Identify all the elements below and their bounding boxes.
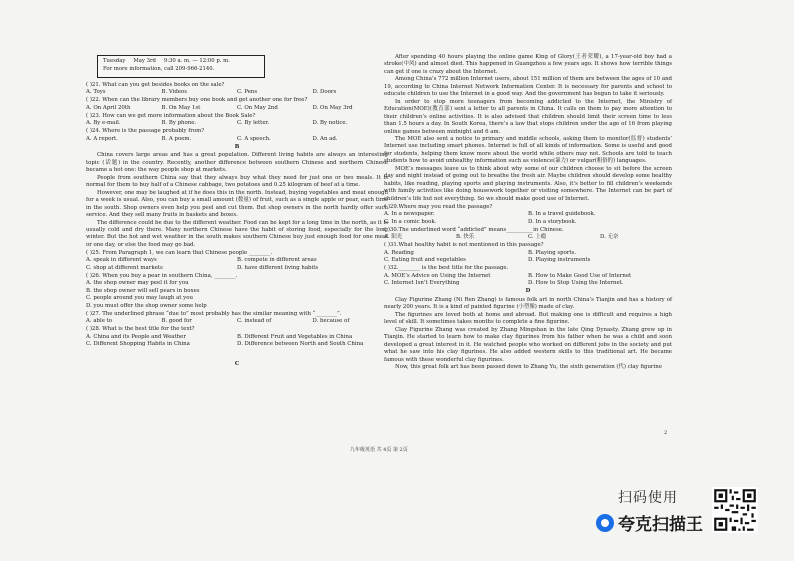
- passage-paragraph: In order to stop more teenagers from becoming addicted to the Internet, the Ministry of Education(MOE)(教育部) sent a letter to all parents in China. It calls on them to pay more attention to their children’s online activities. It is also advised that children should limit their screen time to less than 1.5 hours a day. In South Korea, there’s a law that stops children under the age of 16 from playing online games between midnight and 6 am.: [384, 98, 672, 135]
- answer-option[interactable]: D. you must offer the shop owner some help: [86, 302, 207, 309]
- passage-paragraph: The figurines are loved both at home and abroad. But making one is difficult and requires a high level of skill. It sometimes takes months to complete a fine figurine.: [384, 311, 672, 326]
- answer-option[interactable]: C. A speech.: [237, 135, 271, 142]
- answer-option[interactable]: B. Different Fruit and Vegetables in China: [237, 333, 353, 340]
- answer-option[interactable]: B. Playing sports.: [528, 249, 577, 256]
- answer-option[interactable]: D. Playing instruments: [528, 257, 591, 264]
- answer-option[interactable]: C. Internet Isn’t Everything: [384, 279, 460, 286]
- answer-options: [384, 250, 672, 265]
- question-stem: ( )21. What can you get besides books on the sale?: [86, 81, 225, 88]
- notice-day: Tuesday: [103, 58, 126, 64]
- question: [86, 82, 388, 97]
- answer-option[interactable]: C. On May 2nd: [237, 104, 278, 111]
- answer-option[interactable]: D. Difference between North and South China: [237, 341, 364, 348]
- answer-options: [86, 89, 388, 96]
- question: [86, 113, 388, 128]
- question-stem: ( )24. Where is the passage probably from?: [86, 128, 205, 135]
- question: [86, 97, 388, 112]
- question-stem: ( )31.What healthy habit is not mentioned in this passage?: [384, 242, 544, 249]
- answer-option[interactable]: D. How to Stop Using the Internet.: [528, 279, 624, 286]
- answer-options: [86, 280, 388, 310]
- answer-option[interactable]: B. 快乐: [456, 234, 475, 241]
- answer-option[interactable]: C. instead of: [237, 318, 272, 325]
- answer-option[interactable]: C. Different Shopping Habits in China: [86, 341, 190, 348]
- answer-option[interactable]: A. Toys: [86, 89, 106, 96]
- answer-option[interactable]: C. people around you may laugh at you: [86, 295, 193, 302]
- passage-paragraph: Now, this great folk art has been passed down to Zhang Yu, the sixth generation (代) clay figurine: [395, 363, 662, 370]
- right-column: [384, 54, 672, 371]
- answer-option[interactable]: B. good for: [161, 318, 192, 325]
- section-d-heading: D: [525, 288, 531, 295]
- page-footer: 九年级英语 共 4页 第 2页: [350, 447, 408, 453]
- answer-option[interactable]: D. On May 3rd: [312, 104, 353, 111]
- passage-d: [384, 297, 672, 372]
- section-b-heading: B: [234, 144, 240, 150]
- answer-option[interactable]: B. How to Make Good Use of Internet: [528, 272, 632, 279]
- answer-options: [86, 105, 388, 112]
- answer-option[interactable]: D. have different living habits: [237, 264, 319, 271]
- answer-option[interactable]: C. Pens: [237, 89, 258, 96]
- answer-option[interactable]: B. By phone.: [161, 120, 197, 127]
- question-stem: ( )30.The underlined word “addicted” means__________in Chinese.: [384, 226, 564, 233]
- answer-option[interactable]: A. MOE’s Advice on Using the Internet: [384, 272, 491, 279]
- answer-option[interactable]: D. An ad.: [312, 135, 338, 142]
- question-26: [86, 273, 388, 310]
- question-31: [384, 242, 672, 264]
- answer-option[interactable]: A. In a newspaper.: [384, 211, 435, 218]
- answer-option[interactable]: A. A report.: [86, 135, 118, 142]
- question-stem: ( )22. When can the library members buy one book and get another one for free?: [86, 97, 308, 104]
- quark-logo-icon: [596, 514, 614, 532]
- notice-time: 9:30 a. m. — 12:00 p. m.: [163, 58, 230, 64]
- question-32: [384, 265, 672, 287]
- passage-c: [384, 54, 672, 203]
- scan-label: 扫码使用: [618, 490, 678, 506]
- qr-code-icon[interactable]: [712, 487, 758, 533]
- answer-option[interactable]: C. Eating fruit and vegetables: [384, 257, 466, 264]
- question-stem: ( )23. How can we get more information about the Book Sale?: [86, 112, 256, 119]
- answer-options: [86, 257, 388, 272]
- question-25: [86, 250, 388, 272]
- answer-option[interactable]: D. In a storybook.: [528, 218, 577, 225]
- answer-option[interactable]: D. 无奈: [600, 234, 619, 241]
- answer-options: [384, 234, 672, 241]
- answer-option[interactable]: C. shop at different markets: [86, 264, 163, 271]
- question-stem: ( )26. When you buy a pear in southern China, ________.: [86, 272, 238, 279]
- question-stem: ( )27. The underlined phrase “due to” most probably has the similar meaning with “________”.: [86, 310, 342, 317]
- passage-paragraph: MOE’s messages leave us to think about why some of our children choose to sit before the screen day and night instead of going out to breathe the fresh air. Maybe children should develop some healthy habits, like reading, playing sports and playing instruments. Also, it’s better to fill children’s weekends with family activities like doing housework together or visiting somewhere. The Internet can be part of children’s life but not everything. So we should make good use of Internet.: [384, 165, 672, 202]
- answer-option[interactable]: D. By notice.: [312, 120, 348, 127]
- answer-option[interactable]: C. By letter.: [237, 120, 270, 127]
- question-stem: ( )25. From Paragraph 1, we can learn that Chinese people ________.: [86, 249, 273, 256]
- passage-b: [86, 152, 388, 249]
- answer-options: [86, 318, 388, 325]
- answer-option[interactable]: B. compete in different areas: [237, 257, 317, 264]
- passage-paragraph: The MOE also sent a notice to primary and middle schools, asking them to monitor(监督) students’ Internet use including smart phones. Internet is full of all kinds of information. Some is useful and good for students, helping them know more about the world while others may not. Schools are told to teach students how to avoid unhealthy information such as violence(暴力) or vulgar(粗俗的) languages.: [384, 135, 672, 165]
- passage-paragraph: Clay Figurine Zhang was created by Zhang Mingshan in the late Qing Dynasty. Zhang grew up in Tianjin. He started to learn how to make clay figurines from his father when he was a child and soon developed a great interest in it. He watched people who worked on different jobs in the society and put what he saw into his clay figurines. He also added western skills to this traditional art. He became famous with these wonderful clay figurines.: [384, 326, 672, 363]
- answer-option[interactable]: A. Reading: [384, 249, 414, 256]
- question-30: [384, 227, 672, 242]
- notice-info: For more information, call 209-966-2140.: [103, 65, 215, 72]
- question-28: [86, 326, 388, 348]
- question-stem: ( )32.________ is the best title for the passage.: [384, 265, 509, 272]
- passage-paragraph: Among China’s 772 million Internet users, about 151 million of them are between the ages of 10 and 19, according to China Internet Network Information Center. It is necessary for parents and school to educate children to use the Internet in a good way. And the government has begun to take it seriously.: [384, 76, 672, 98]
- answer-options: [384, 273, 672, 288]
- answer-options: [86, 120, 388, 127]
- passage-paragraph: However, one may be laughed at if he does this in the north. Instead, buying vegetables and meat enough for a week is usual. Also, you can buy a small amount (数量) of fruit, such as a single apple or pear, each time in the south. Shop owners even help you peel and cut them. But shop owners in the north hardly offer such service. And they sell many fruits in baskets and boxes.: [86, 189, 388, 219]
- answer-option[interactable]: D. Doors: [312, 89, 337, 96]
- question: [86, 128, 388, 143]
- answer-option[interactable]: A. China and its People and Weather: [86, 333, 186, 340]
- answer-options: [86, 136, 388, 143]
- question-27: [86, 311, 388, 326]
- answer-option[interactable]: A. 阳光: [384, 234, 403, 241]
- notice-box: [97, 55, 265, 78]
- notice-date: May 3rd: [133, 58, 156, 64]
- left-column: [86, 81, 388, 369]
- answer-option[interactable]: A. the shop owner may peel it for you: [86, 280, 189, 287]
- answer-option[interactable]: A. On April 20th: [86, 104, 131, 111]
- answer-option[interactable]: D. because of: [312, 318, 350, 325]
- answer-option[interactable]: B. the shop owner will sell pears in boxes: [86, 287, 200, 294]
- question-stem: ( )28. What is the best title for the text?: [86, 326, 195, 333]
- passage-paragraph: Clay Figurine Zhang (Ni Ren Zhang) is famous folk art in north China’s Tianjin and has a history of nearly 200 years. It is a kind of painted figurine (小塑像) made of clay.: [384, 296, 672, 311]
- answer-option[interactable]: A. By e-mail.: [86, 120, 121, 127]
- answer-option[interactable]: C. 上瘾: [528, 234, 547, 241]
- scanner-brand: [596, 510, 703, 535]
- page-number: 2: [664, 430, 668, 436]
- questions-a: [86, 82, 388, 143]
- passage-paragraph: After spending 40 hours playing the online game King of Glory(王者荣耀), a 17-year-old boy had a stroke(中风) and almost died. This happened in Guangzhou a few years ago. It shows how terrible things can get if one is crazy about the Internet.: [384, 54, 672, 75]
- passage-paragraph: The difference could be due to the different weather. Food can be kept for a long time in the north, as it is usually cold and dry there. Many northern Chinese have the habit of storing food, especially for the long winter. But the hot and wet weather in the south makes southern Chinese buy just enough food for one meal or one day, or else the food may go bad.: [86, 219, 388, 248]
- section-c-heading: C: [234, 360, 240, 367]
- answer-option[interactable]: A. speak in different ways: [86, 257, 157, 264]
- passage-paragraph: People from southern China say that they always buy what they need for just one or two meals. It is normal for them to buy half of a Chinese cabbage, two potatoes and 0.25 kilogram of beef at a time.: [86, 174, 388, 189]
- question-29: [384, 204, 672, 226]
- answer-option[interactable]: B. A poem.: [161, 135, 192, 142]
- answer-option[interactable]: B. Videos: [161, 89, 188, 96]
- answer-options: [384, 211, 672, 226]
- answer-option[interactable]: A. able to: [86, 318, 113, 325]
- question-stem: ( )29.Where may you read the passage?: [384, 203, 493, 210]
- passage-paragraph: China covers large areas and has a great population. Different living habits are always an interesting topic (话题) in the country. Recently, another difference between southern Chinese and northern Chinese became a hot one: the way people shop at markets.: [86, 152, 388, 174]
- answer-option[interactable]: B. In a travel guidebook.: [528, 211, 596, 218]
- answer-option[interactable]: C. In a comic book.: [384, 218, 437, 225]
- answer-option[interactable]: B. On May 1st: [161, 104, 201, 111]
- brand-name: 夸克扫描王: [618, 515, 703, 535]
- answer-options: [86, 334, 388, 349]
